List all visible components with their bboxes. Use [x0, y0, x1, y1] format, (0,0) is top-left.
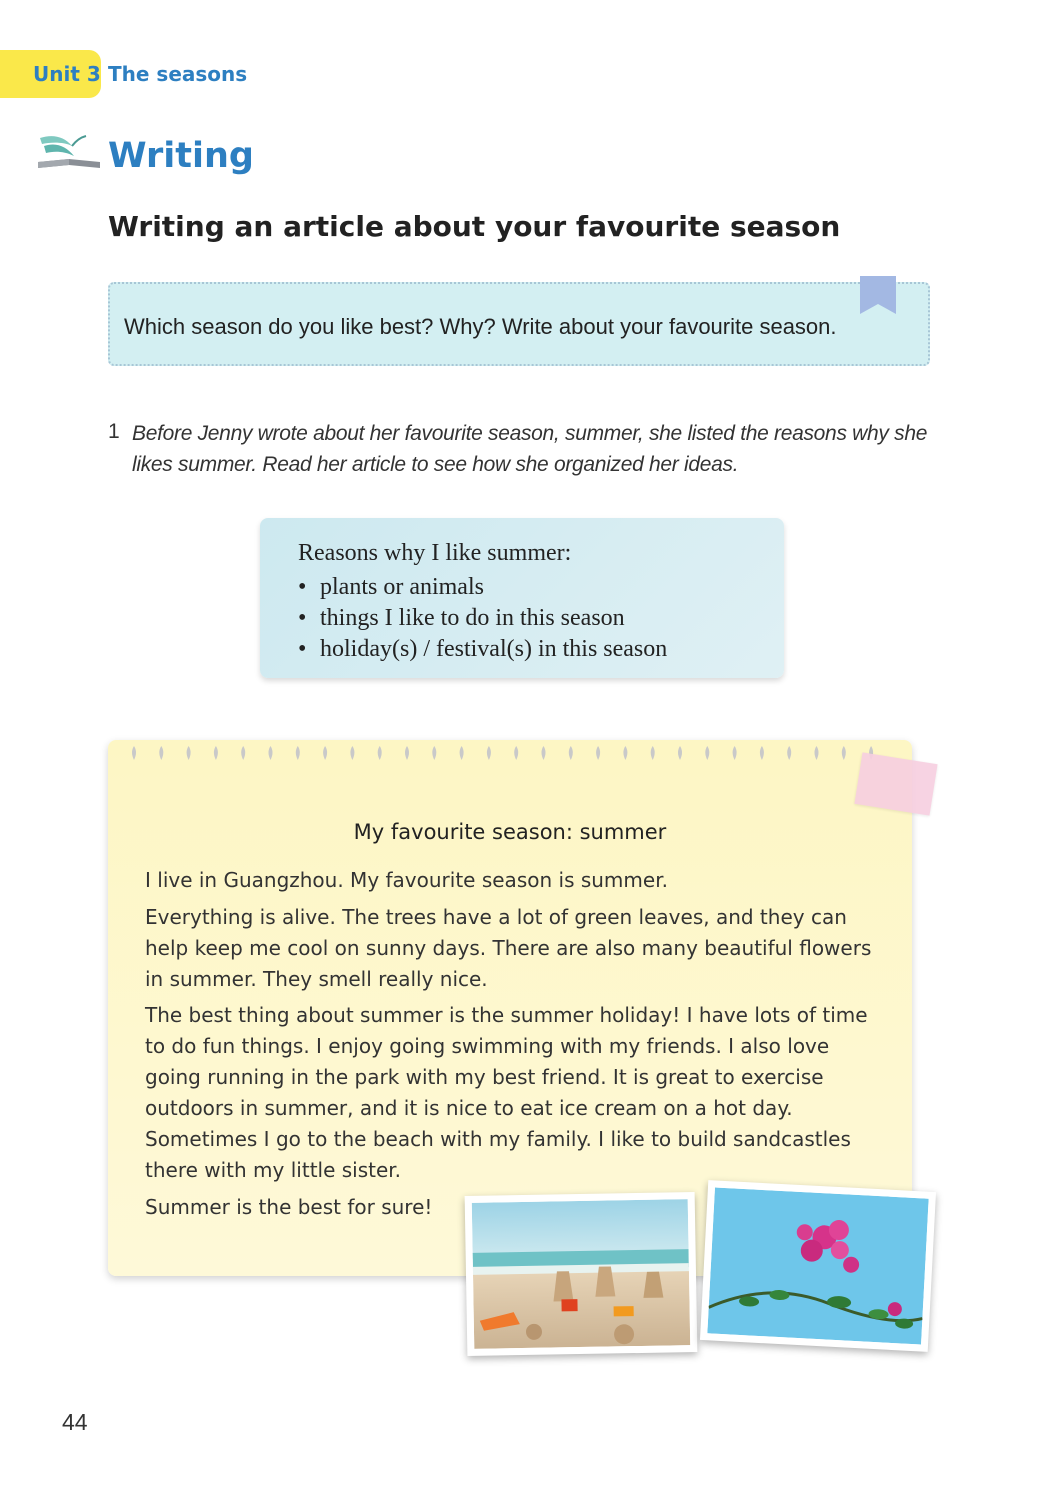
reasons-list: [298, 572, 667, 665]
page-number: 44: [62, 1409, 88, 1435]
open-book-icon: [34, 132, 104, 176]
notepad-hole: [132, 746, 136, 760]
article-paragraph: The best thing about summer is the summer holiday! I have lots of time to do fun things. I enjoy going swimming with my friends. I also love going running in the park with my best friend. It is great to exercise outdoors in summer, and it is nice to eat ice cream on a hot day. Sometimes I go to the beach with my family. I like to build sandcastles there with my little sister.: [145, 1003, 868, 1182]
notepad-hole: [787, 746, 791, 760]
notepad-hole: [651, 746, 655, 760]
list-item: • holiday(s) / festival(s) in this season: [298, 636, 668, 662]
notepad-hole: [159, 746, 163, 760]
article-paragraph: Everything is alive. The trees have a lot of green leaves, and they can help keep me cool on sunny days. There are also many beautiful flowers in summer. They smell really nice.: [145, 905, 872, 991]
notepad-holes: [108, 740, 912, 770]
list-item: • things I like to do in this season: [298, 605, 625, 631]
notepad-hole: [214, 746, 218, 760]
article-paragraph: I live in Guangzhou. My favourite season is summer.: [145, 868, 668, 892]
notepad-hole: [542, 746, 546, 760]
prompt-text: Which season do you like best? Why? Write about your favourite season.: [124, 314, 837, 339]
unit-number: Unit 3: [33, 62, 101, 86]
section-title: Writing: [108, 136, 254, 176]
notepad-hole: [432, 746, 436, 760]
notepad-hole: [296, 746, 300, 760]
task-number: 1: [108, 420, 120, 443]
notepad-hole: [378, 746, 382, 760]
notepad-hole: [487, 746, 491, 760]
reasons-box: [260, 518, 784, 678]
reasons-title: Reasons why I like summer:: [298, 540, 572, 566]
notepad-hole: [678, 746, 682, 760]
notepad-hole: [596, 746, 600, 760]
notepad-hole: [705, 746, 709, 760]
list-item: • plants or animals: [298, 574, 484, 600]
article-paragraph: Summer is the best for sure!: [145, 1195, 433, 1219]
notepad-hole: [815, 746, 819, 760]
task-instruction: Before Jenny wrote about her favourite season, summer, she listed the reasons why she likes summer. Read her article to see how she organized her ideas.: [132, 422, 928, 476]
notepad-hole: [241, 746, 245, 760]
flower-photo: [700, 1180, 936, 1352]
notepad-hole: [569, 746, 573, 760]
notepad-hole: [269, 746, 273, 760]
notepad-hole: [623, 746, 627, 760]
unit-title: The seasons: [108, 62, 248, 86]
notepad-hole: [514, 746, 518, 760]
notepad-hole: [842, 746, 846, 760]
article-title: My favourite season: summer: [353, 820, 667, 844]
notepad-hole: [323, 746, 327, 760]
notepad-hole: [733, 746, 737, 760]
page-subtitle: Writing an article about your favourite season: [108, 210, 841, 243]
notepad-hole: [350, 746, 354, 760]
notepad-hole: [187, 746, 191, 760]
notepad-hole: [760, 746, 764, 760]
notepad-hole: [405, 746, 409, 760]
notepad-hole: [460, 746, 464, 760]
beach-sandcastle-photo: [465, 1192, 698, 1356]
prompt-box: [108, 282, 930, 366]
bookmark-icon: [860, 276, 896, 314]
